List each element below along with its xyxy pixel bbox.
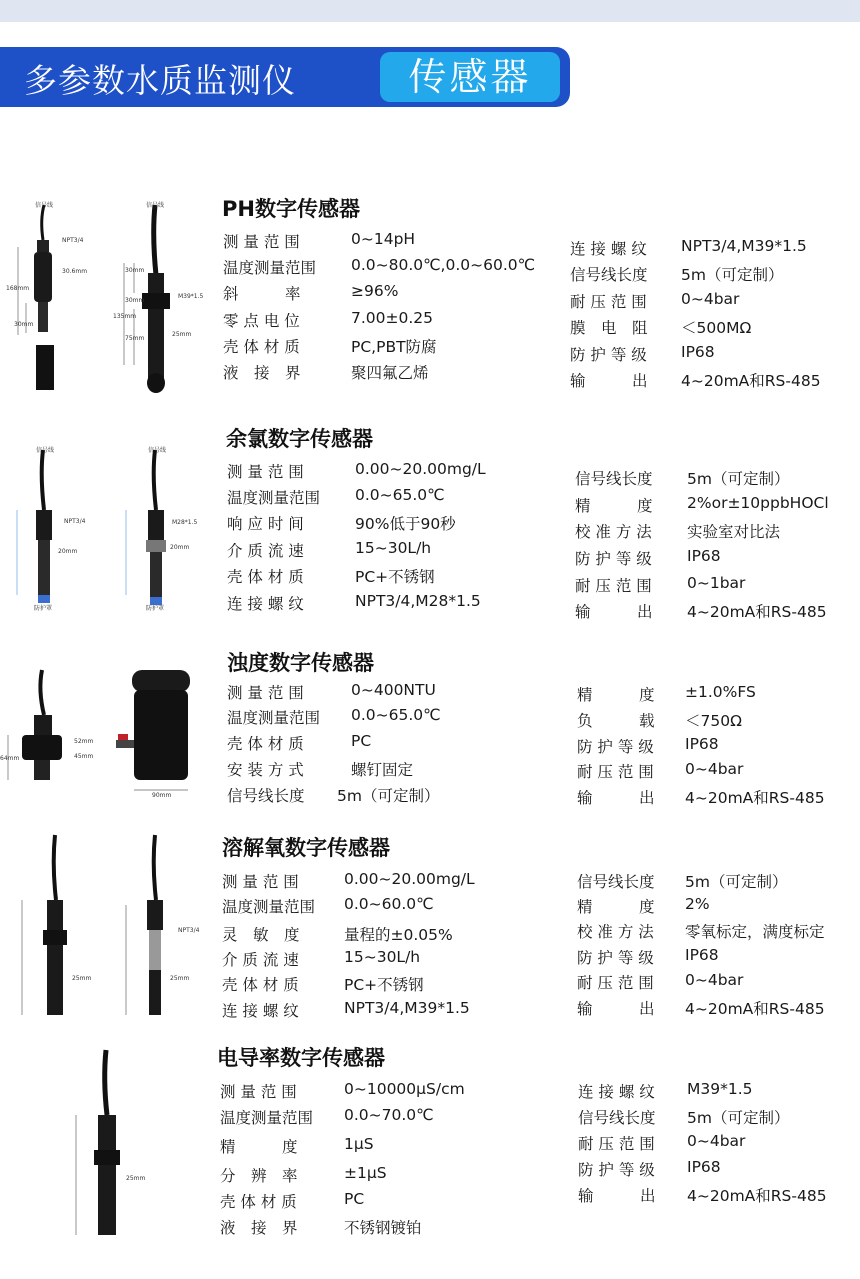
- spec-value: IP68: [687, 1158, 721, 1176]
- sensor-section-dissolved-oxygen: [0, 825, 860, 1030]
- spec-label: 温度测量范围: [220, 1109, 314, 1127]
- spec-value: 4~20mA和RS-485: [685, 789, 825, 807]
- spec-label: 连 接 螺 纹: [222, 1002, 299, 1020]
- dim-label: 信号线: [36, 447, 55, 454]
- section-title: 电导率数字传感器: [217, 1046, 385, 1070]
- dim-label: 25mm: [72, 975, 92, 982]
- spec-value: 0.0~60.0℃: [344, 895, 434, 913]
- spec-value: 零氧标定，满度标定: [685, 923, 825, 941]
- spec-label: 壳 体 材 质: [223, 338, 300, 356]
- spec-label: 信号线长度: [575, 470, 653, 488]
- spec-label: 连 接 螺 纹: [578, 1083, 655, 1101]
- turbidity-sensor-diagram: [0, 640, 215, 825]
- dim-label: NPT3/4: [178, 927, 200, 934]
- spec-label: 精 度: [577, 686, 655, 704]
- spec-value: 0.0~65.0℃: [351, 706, 441, 724]
- dim-label: 信号线: [35, 202, 54, 209]
- spec-label: 测 量 范 围: [227, 463, 304, 481]
- dim-label: 20mm: [170, 544, 190, 551]
- spec-label: 温度测量范围: [223, 259, 317, 277]
- dim-label: 168mm: [6, 285, 30, 292]
- dim-label: 防护罩: [146, 605, 165, 612]
- spec-label: 耐 压 范 围: [577, 763, 654, 781]
- dim-label: 防护罩: [34, 605, 53, 612]
- spec-label: 耐 压 范 围: [578, 1135, 655, 1153]
- dim-label: 信号线: [146, 202, 165, 209]
- spec-label: 防 护 等 级: [578, 1161, 655, 1179]
- spec-label: 壳 体 材 质: [222, 976, 299, 994]
- spec-value: ＜750Ω: [685, 712, 742, 730]
- spec-value: M39*1.5: [687, 1080, 753, 1098]
- spec-value: IP68: [685, 735, 719, 753]
- spec-label: 连 接 螺 纹: [570, 240, 647, 258]
- spec-value: ±1.0%FS: [685, 683, 756, 701]
- spec-label: 液 接 界: [220, 1219, 298, 1237]
- spec-label: 液 接 界: [223, 364, 301, 382]
- spec-label: 壳 体 材 质: [227, 735, 304, 753]
- sensor-section-conductivity: [0, 1035, 860, 1250]
- spec-value: 5m（可定制）: [685, 873, 788, 891]
- spec-label: 零 点 电 位: [223, 312, 300, 330]
- dim-label: 信号线: [148, 447, 167, 454]
- spec-label: 信号线长度: [578, 1109, 656, 1127]
- spec-label: 介 质 流 速: [222, 951, 299, 969]
- spec-label: 测 量 范 围: [220, 1083, 297, 1101]
- dim-label: 52mm: [74, 738, 94, 745]
- spec-label: 精 度: [577, 898, 655, 916]
- dim-label: 45mm: [74, 753, 94, 760]
- spec-value: PC+不锈钢: [344, 976, 424, 994]
- spec-value: 5m（可定制）: [337, 787, 440, 805]
- spec-value: 15~30L/h: [355, 539, 432, 557]
- dim-label: 25mm: [170, 975, 190, 982]
- spec-label: 灵 敏 度: [222, 926, 300, 944]
- section-title: 余氯数字传感器: [226, 427, 373, 451]
- spec-value: 0.0~80.0℃,0.0~60.0℃: [351, 256, 536, 274]
- spec-value: IP68: [681, 343, 715, 361]
- spec-label: 响 应 时 间: [227, 515, 304, 533]
- spec-value: NPT3/4,M39*1.5: [344, 999, 470, 1017]
- spec-label: 信号线长度: [570, 266, 648, 284]
- spec-label: 斜 率: [223, 285, 301, 303]
- spec-label: 负 载: [577, 712, 655, 730]
- spec-value: 0~4bar: [687, 1132, 746, 1150]
- spec-label: 安 装 方 式: [227, 761, 304, 779]
- spec-label: 测 量 范 围: [227, 684, 304, 702]
- spec-label: 耐 压 范 围: [577, 974, 654, 992]
- spec-value: 0~1bar: [687, 574, 746, 592]
- dim-label: 30mm: [125, 267, 145, 274]
- dim-label: 25mm: [172, 331, 192, 338]
- spec-label: 壳 体 材 质: [220, 1193, 297, 1211]
- dim-label: 20mm: [58, 548, 78, 555]
- spec-value: 4~20mA和RS-485: [687, 1187, 827, 1205]
- spec-value: PC,PBT防腐: [351, 338, 437, 356]
- dim-label: M39*1.5: [178, 293, 204, 300]
- spec-label: 温度测量范围: [222, 898, 316, 916]
- spec-label: 校 准 方 法: [575, 523, 652, 541]
- spec-value: 90%低于90秒: [355, 515, 456, 533]
- spec-value: ＜500MΩ: [681, 319, 752, 337]
- category-tag: 传感器: [380, 52, 560, 102]
- spec-value: 5m（可定制）: [687, 1109, 790, 1127]
- dim-label: 25mm: [126, 1175, 146, 1182]
- spec-value: 15~30L/h: [344, 948, 421, 966]
- spec-value: 5m（可定制）: [687, 470, 790, 488]
- spec-value: 2%or±10ppbHOCl: [687, 494, 829, 512]
- spec-label: 输 出: [570, 372, 648, 390]
- spec-label: 精 度: [220, 1138, 298, 1156]
- dim-label: NPT3/4: [64, 518, 86, 525]
- spec-value: 2%: [685, 895, 710, 913]
- spec-value: ≥96%: [351, 282, 399, 300]
- spec-label: 温度测量范围: [227, 709, 321, 727]
- sensor-section-ph: [0, 185, 860, 405]
- spec-value: 4~20mA和RS-485: [681, 372, 821, 390]
- spec-label: 防 护 等 级: [577, 949, 654, 967]
- dim-label: M28*1.5: [172, 519, 198, 526]
- spec-label: 壳 体 材 质: [227, 568, 304, 586]
- section-title: PH数字传感器: [222, 197, 360, 221]
- spec-value: NPT3/4,M28*1.5: [355, 592, 481, 610]
- spec-value: 0~4bar: [681, 290, 740, 308]
- spec-label: 信号线长度: [577, 873, 655, 891]
- spec-label: 信号线长度: [227, 787, 305, 805]
- spec-value: IP68: [685, 946, 719, 964]
- spec-label: 介 质 流 速: [227, 542, 304, 560]
- spec-value: PC: [344, 1190, 365, 1208]
- spec-label: 输 出: [578, 1187, 656, 1205]
- spec-label: 耐 压 范 围: [570, 293, 647, 311]
- top-strip: [0, 0, 860, 22]
- dim-label: 75mm: [125, 335, 145, 342]
- spec-value: IP68: [687, 547, 721, 565]
- section-title: 浊度数字传感器: [227, 651, 374, 675]
- spec-label: 测 量 范 围: [223, 233, 300, 251]
- spec-label: 输 出: [575, 603, 653, 621]
- spec-label: 连 接 螺 纹: [227, 595, 304, 613]
- spec-value: 0~10000μS/cm: [344, 1080, 465, 1098]
- spec-label: 膜 电 阻: [570, 319, 648, 337]
- spec-value: 不锈钢镀铂: [344, 1219, 422, 1237]
- spec-label: 精 度: [575, 497, 653, 515]
- spec-value: ±1μS: [344, 1164, 387, 1182]
- dim-label: 30mm: [14, 321, 34, 328]
- page-title: 多参数水质监测仪: [24, 61, 296, 100]
- dim-label: 30mm: [125, 297, 145, 304]
- spec-value: 4~20mA和RS-485: [685, 1000, 825, 1018]
- section-title: 溶解氧数字传感器: [222, 836, 390, 860]
- spec-value: 量程的±0.05%: [344, 926, 453, 944]
- spec-value: 螺钉固定: [351, 761, 414, 779]
- spec-label: 温度测量范围: [227, 489, 321, 507]
- dim-label: 90mm: [152, 792, 172, 799]
- conductivity-sensor-diagram: [0, 1035, 215, 1250]
- spec-value: 5m（可定制）: [681, 266, 784, 284]
- spec-label: 防 护 等 级: [570, 346, 647, 364]
- dim-label: 64mm: [0, 755, 20, 762]
- spec-label: 输 出: [577, 1000, 655, 1018]
- spec-label: 测 量 范 围: [222, 873, 299, 891]
- spec-value: 4~20mA和RS-485: [687, 603, 827, 621]
- dim-label: 30.6mm: [62, 268, 88, 275]
- spec-value: PC+不锈钢: [355, 568, 435, 586]
- spec-label: 防 护 等 级: [577, 738, 654, 756]
- spec-value: 1μS: [344, 1135, 374, 1153]
- spec-value: 0~4bar: [685, 760, 744, 778]
- dim-label: 135mm: [113, 313, 137, 320]
- spec-value: 0.0~70.0℃: [344, 1106, 434, 1124]
- spec-value: 实验室对比法: [687, 523, 781, 541]
- spec-value: 0.00~20.00mg/L: [355, 460, 486, 478]
- spec-label: 校 准 方 法: [577, 923, 654, 941]
- spec-value: 聚四氟乙烯: [351, 364, 429, 382]
- spec-value: 0~4bar: [685, 971, 744, 989]
- spec-label: 耐 压 范 围: [575, 577, 652, 595]
- sensor-section-chlorine: [0, 415, 860, 625]
- spec-label: 分 辨 率: [220, 1167, 298, 1185]
- spec-value: 0~14pH: [351, 230, 416, 248]
- spec-value: 7.00±0.25: [351, 309, 434, 327]
- spec-value: PC: [351, 732, 372, 750]
- dim-label: NPT3/4: [62, 237, 84, 244]
- spec-label: 输 出: [577, 789, 655, 807]
- spec-value: 0~400NTU: [351, 681, 436, 699]
- header-banner: [0, 47, 570, 107]
- spec-value: 0.00~20.00mg/L: [344, 870, 475, 888]
- spec-label: 防 护 等 级: [575, 550, 652, 568]
- spec-value: 0.0~65.0℃: [355, 486, 445, 504]
- sensor-section-turbidity: [0, 640, 860, 825]
- spec-value: NPT3/4,M39*1.5: [681, 237, 807, 255]
